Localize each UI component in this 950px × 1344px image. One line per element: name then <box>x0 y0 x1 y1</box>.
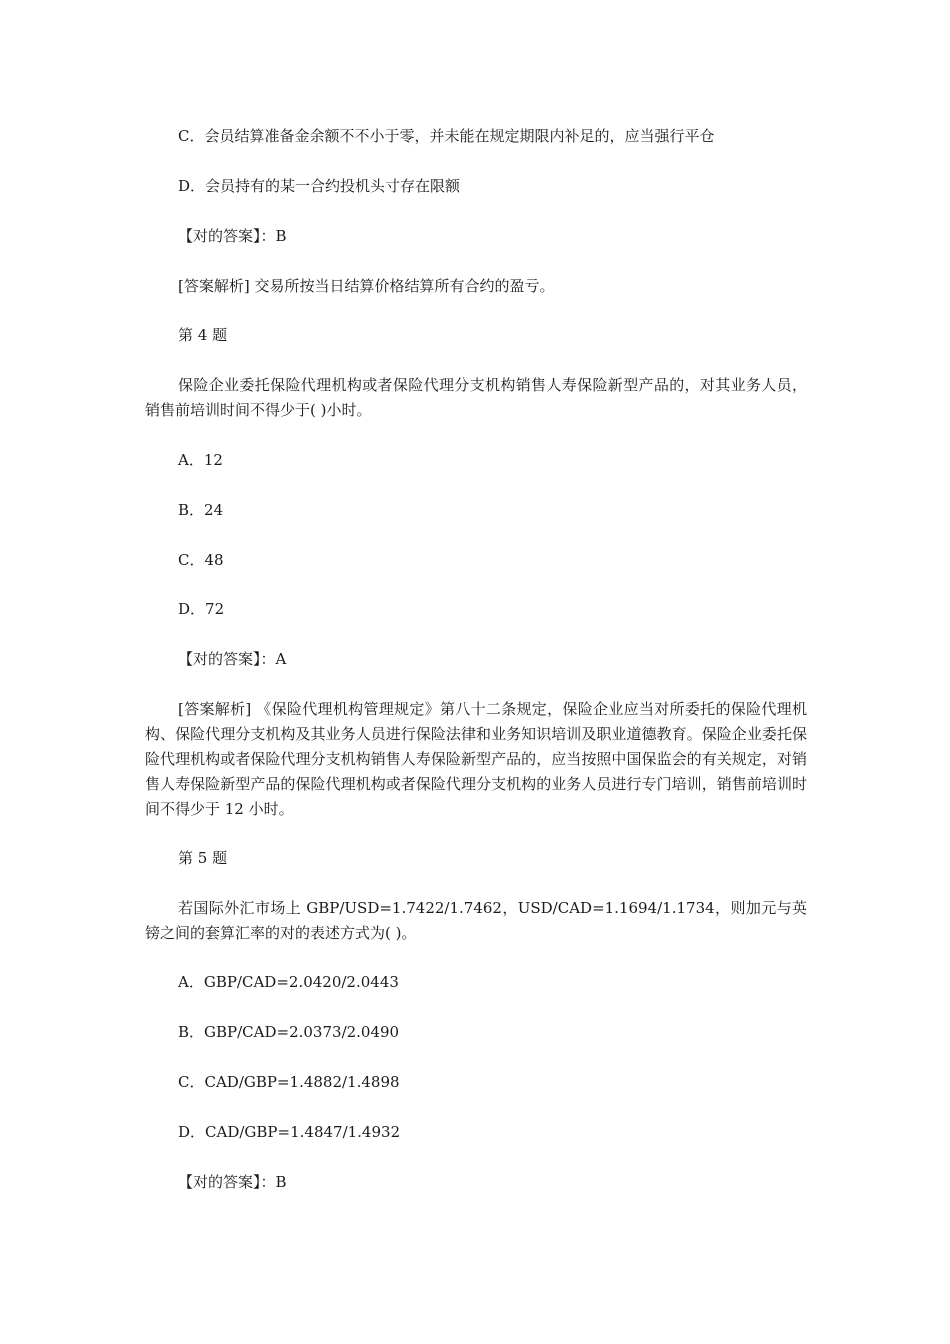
q4-option-d: D．72 <box>178 600 225 618</box>
q3-explanation: [答案解析] 交易所按当日结算价格结算所有合约的盈亏。 <box>178 277 555 295</box>
q4-option-b: B．24 <box>178 501 224 519</box>
q4-explanation: [答案解析] 《保险代理机构管理规定》第八十二条规定，保险企业应当对所委托的保险代理机构、保险代理分支机构及其业务人员进行保险法律和业务知识培训及职业道德教育。保险企业委托保险代理机构或者保险代理分支机构销售人寿保险新型产品的，应当按照中国保监会的有关规定，对销售人寿保险新型产品的保险代理机构或者保险代理分支机构的业务人员进行专门培训，销售前培训时间不得少于 12 小时。 <box>145 700 807 818</box>
q5-option-c: C．CAD/GBP=1.4882/1.4898 <box>178 1073 400 1091</box>
q3-option-d: D．会员持有的某一合约投机头寸存在限额 <box>178 177 461 195</box>
q3-answer: 【对的答案】：B <box>178 227 287 245</box>
q4-option-c: C．48 <box>178 551 224 569</box>
q4-answer: 【对的答案】：A <box>178 650 287 668</box>
q5-option-d: D．CAD/GBP=1.4847/1.4932 <box>178 1123 401 1141</box>
q4-heading: 第 4 题 <box>178 326 228 344</box>
q5-heading: 第 5 题 <box>178 849 228 867</box>
q4-stem: 保险企业委托保险代理机构或者保险代理分支机构销售人寿保险新型产品的，对其业务人员，销售前培训时间不得少于( )小时。 <box>145 376 807 419</box>
q5-option-b: B．GBP/CAD=2.0373/2.0490 <box>178 1023 400 1041</box>
q3-option-c: C．会员结算准备金余额不不小于零，并未能在规定期限内补足的，应当强行平仓 <box>178 127 715 145</box>
q4-option-a: A．12 <box>178 451 223 469</box>
q5-stem: 若国际外汇市场上 GBP/USD=1.7422/1.7462，USD/CAD=1.1694/1.1734，则加元与英镑之间的套算汇率的对的表述方式为( )。 <box>145 899 807 942</box>
q5-option-a: A．GBP/CAD=2.0420/2.0443 <box>178 973 399 991</box>
q5-answer: 【对的答案】：B <box>178 1173 287 1191</box>
